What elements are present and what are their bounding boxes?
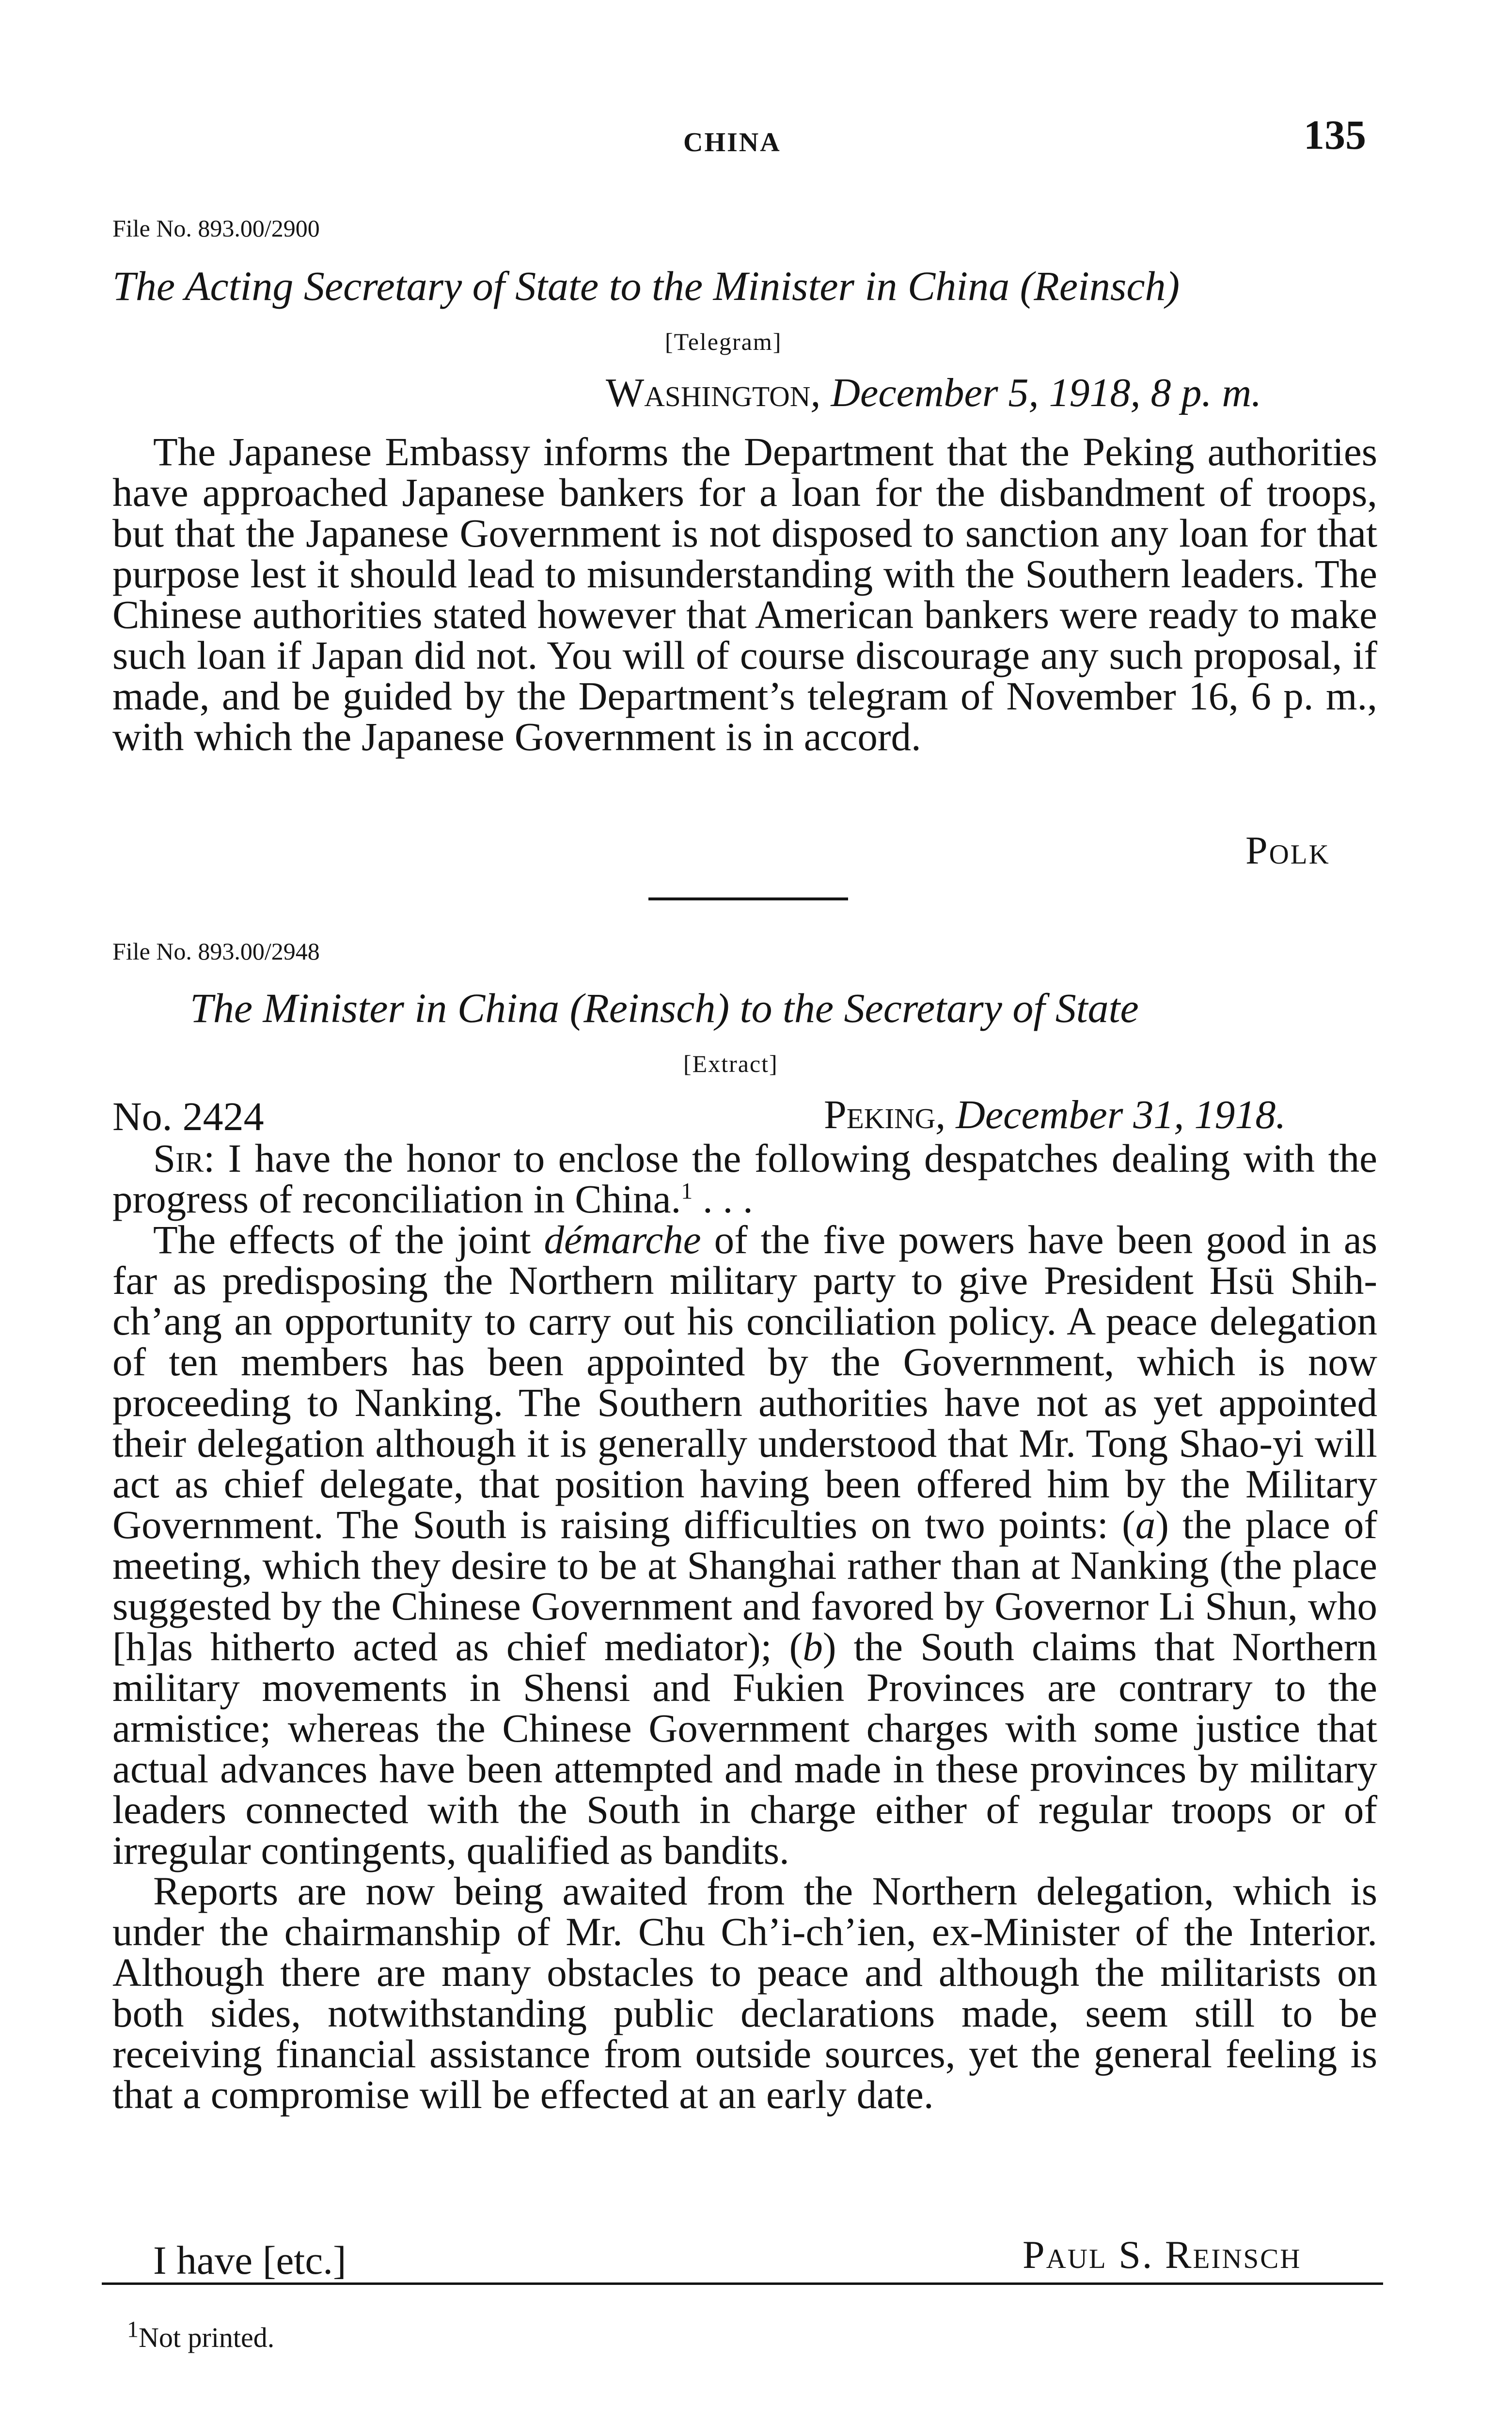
doc2-place-date [824,1091,1286,1138]
footnote-text: Not printed. [139,2322,275,2353]
doc1-place-date [606,369,1261,416]
doc1-body [112,431,1377,757]
doc1-file-number: File No. 893.00/2900 [112,215,320,242]
p2-text-a: The effects of the joint [153,1217,544,1262]
doc1-place: Washington [606,370,811,415]
doc2-signature: Paul S. Reinsch [1023,2233,1302,2277]
p2-term: démarche [544,1217,701,1262]
doc2-paragraph-3: Reports are now being awaited from the Northern delegation, which is under the chairmanship of Mr. Chu Ch’i-ch’ien, ex-Minister of the Interior. Although there are many obstacles to peace and although the militarists on both sides, notwithstanding public declarations made, seem still to be receiving financial assistance from outside sources, yet the general feeling is that a compromise will be effected at an early date. [112,1869,1377,2117]
doc1-paragraph: The Japanese Embassy informs the Department that the Peking authorities have approached Japanese bankers for a loan for the disbandment of troops, but that the Japanese Government is not disposed to sanction any loan for that purpose lest it should lead to misunderstanding with the Southern leaders. The Chinese authorities stated however that American bankers were ready to make such loan if Japan did not. You will of course discourage any such proposal, if made, and be guided by the Department’s telegram of November 16, 6 p. m., with which the Japanese Government is in accord. [112,429,1377,759]
doc2-form: [Extract] [683,1050,778,1077]
doc1-date: , December 5, 1918, 8 p. m. [810,370,1262,415]
doc2-title: The Minister in China (Reinsch) to the Secretary of State [190,985,1139,1031]
p2-text-b: of the five powers have been good in as far as predisposing the Northern military party to give President Hsü Shih-ch’ang an opportunity to carry out his conciliation policy. A peace delegation of ten members has been appointed by the Government, which is now proceeding to Nanking. The Southern authorities have not as yet appointed their delegation although it is generally understood that Mr. Tong Shao-yi will act as chief delegate, that position having been offered him by the Military Government. The South is raising difficulties on two points: ( [112,1217,1377,1547]
doc2-place: Peking [824,1092,936,1137]
p2-text-d: ) the South claims that Northern military movements in Shensi and Fukien Provinces are contrary to the armistice; whereas the Chinese Government charges with some justice that actual advances have been attempted and made in these provinces by military leaders connected with the South in charge either of regular troops or of irregular contingents, qualified as bandits. [112,1624,1377,1872]
doc2-paragraph-2 [112,1219,1377,1871]
doc1-form: [Telegram] [665,328,782,355]
doc1-signature: Polk [1245,828,1330,872]
running-head: CHINA [683,127,781,157]
page-number: 135 [1304,111,1366,158]
footnote-rule [102,2282,1383,2285]
p1-ellipsis: . . . [693,1177,753,1221]
doc2-body [112,1138,1377,2115]
section-divider [648,897,848,900]
p2-label-a: a [1135,1502,1156,1547]
doc2-closing: I have [etc.] [153,2238,346,2282]
doc2-paragraph-1 [112,1138,1377,1219]
doc2-number: No. 2424 [112,1094,264,1139]
p1-text: : I have the honor to enclose the following despatches dealing with the progress of reconciliation in China. [112,1136,1377,1221]
doc1-title: The Acting Secretary of State to the Minister in China (Reinsch) [112,263,1180,309]
doc2-date: , December 31, 1918. [935,1092,1286,1137]
footnote [127,2316,275,2354]
footnote-ref: 1 [681,1178,693,1204]
salutation: Sir [153,1136,204,1180]
p2-label-b: b [803,1624,823,1669]
p2-text-c: ) the place of meeting, which they desire to be at Shanghai rather than at Nanking (the place suggested by the Chinese Government and favored by Governor Li Shun, who [h]as hitherto acted as chief mediator); ( [112,1502,1377,1669]
footnote-marker: 1 [127,2316,139,2343]
doc2-file-number: File No. 893.00/2948 [112,938,320,965]
